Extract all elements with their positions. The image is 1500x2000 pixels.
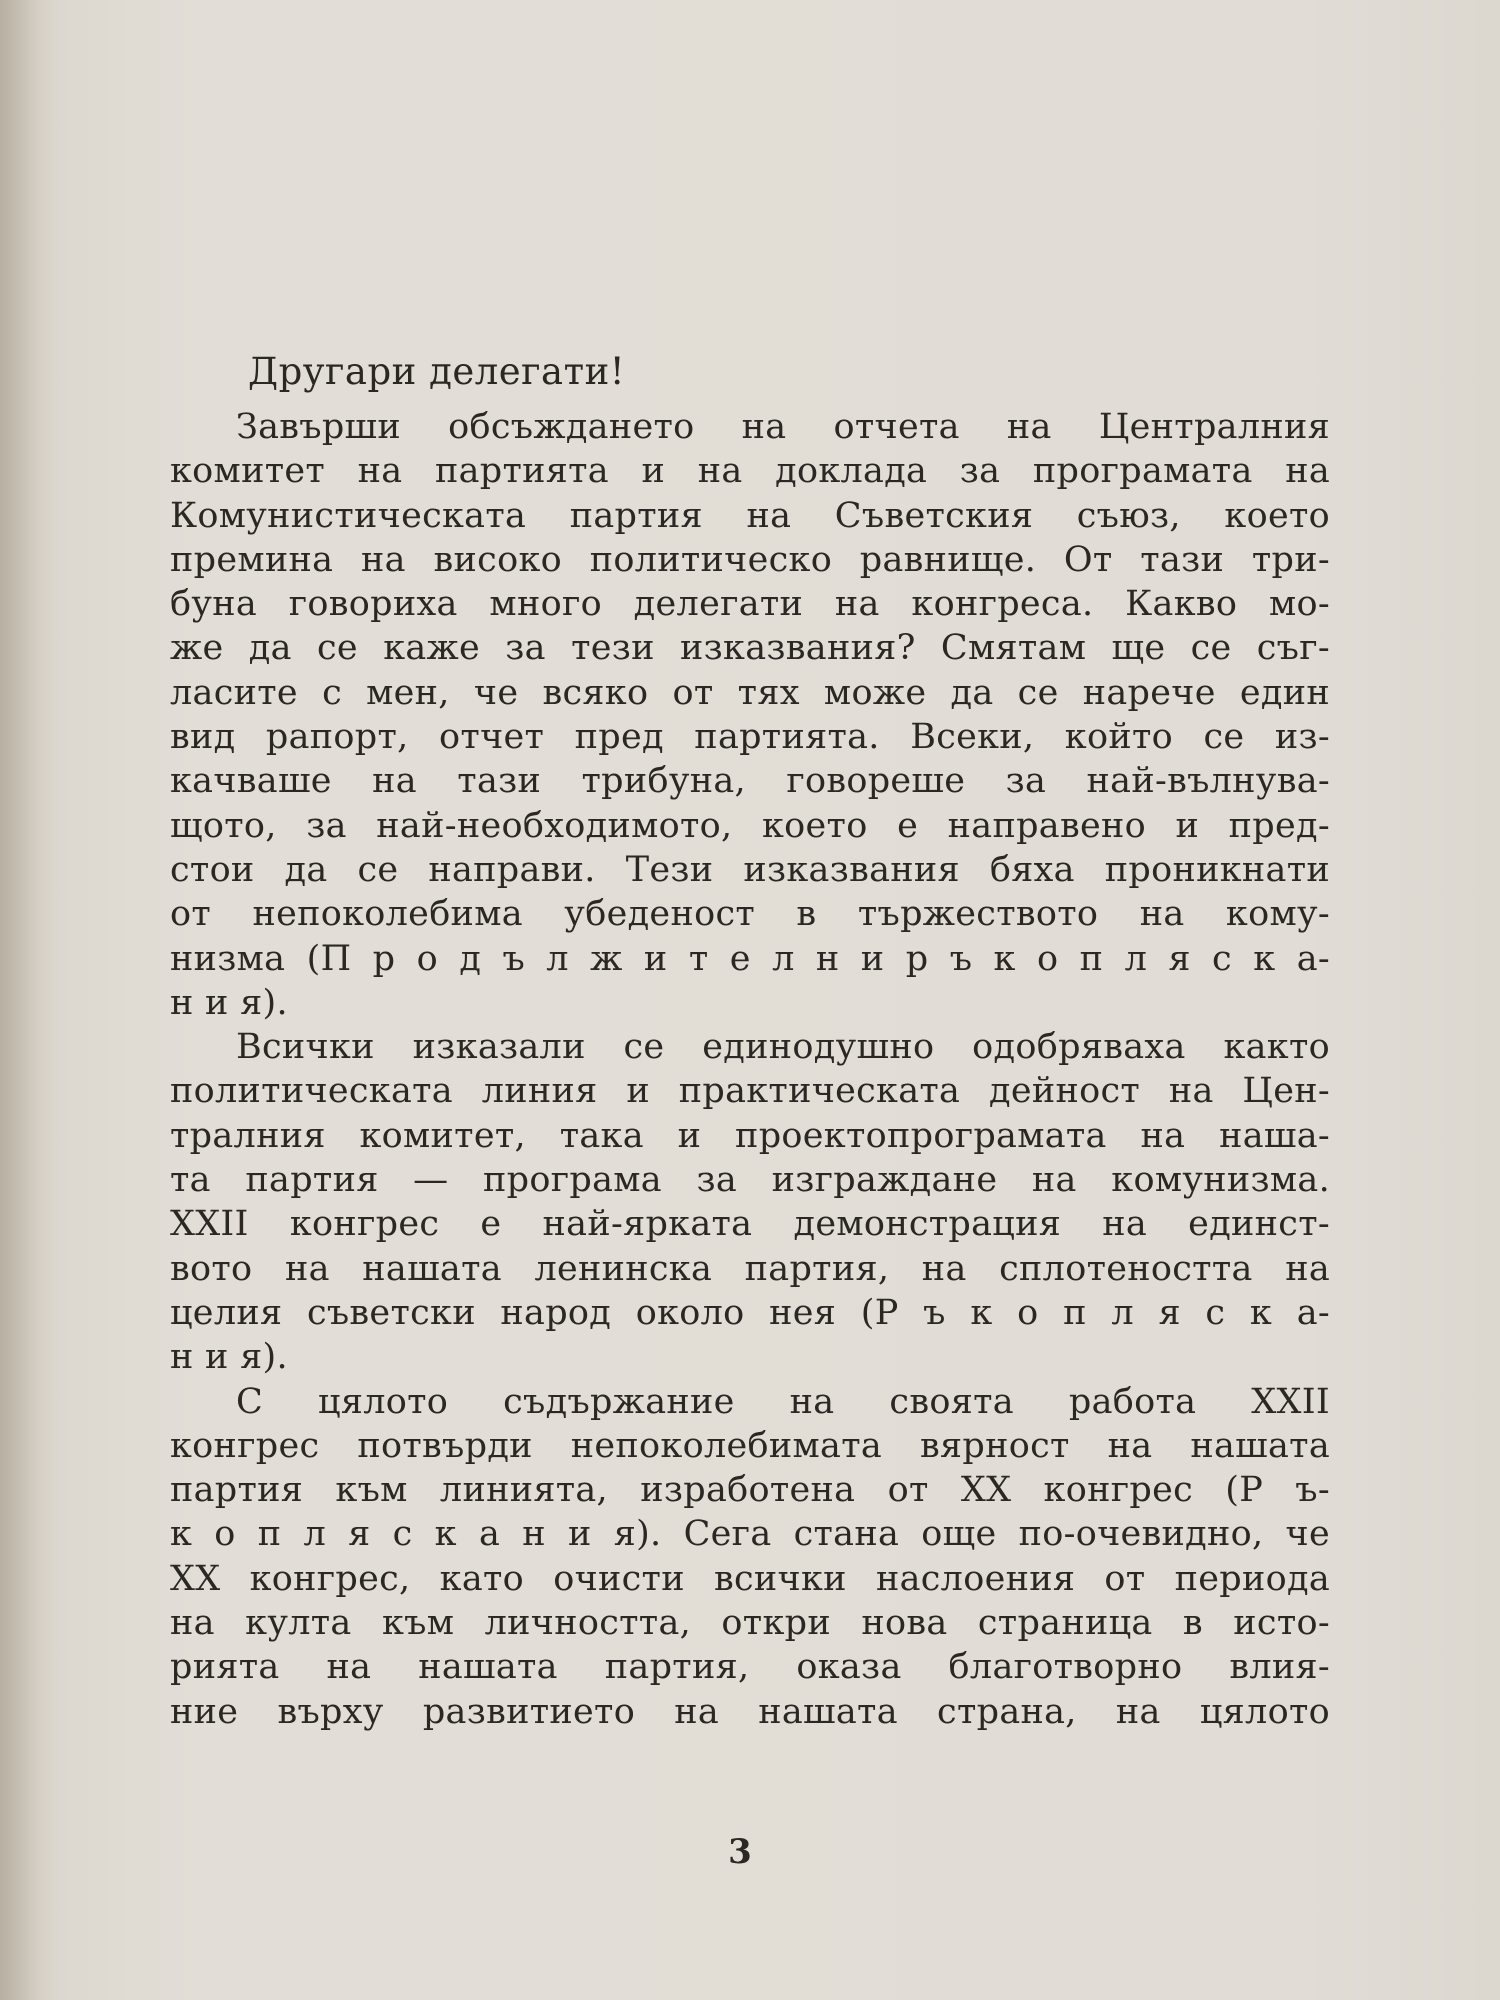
text-line: С цялото съдържание на своята работа XXII <box>236 1381 1330 1422</box>
text-line: щото, за най-необходимото, което е направено и пред- <box>170 805 1330 846</box>
page-number: 3 <box>728 1832 752 1872</box>
body-text <box>170 405 1330 1734</box>
text-line: же да се каже за тези изказвания? Смятам ще се съг- <box>170 628 1330 669</box>
text-line: рията на нашата партия, оказа благотворно влия- <box>170 1647 1330 1688</box>
text-line: Завърши обсъждането на отчета на Централния <box>236 407 1330 447</box>
text-line: буна говориха много делегати на конгреса. Какво мо- <box>170 584 1330 625</box>
salutation-heading: Другари делегати! <box>248 350 626 393</box>
text-line: премина на високо политическо равнище. От тази три- <box>170 539 1330 580</box>
text-line: конгрес потвърди непоколебимата вярност на нашата <box>170 1425 1330 1466</box>
text-line: н и я). <box>170 1337 288 1378</box>
text-line: комитет на партията и на доклада за програмата на <box>170 451 1330 492</box>
binding-shadow <box>0 0 40 2000</box>
text-line: политическата линия и практическата дейност на Цен- <box>170 1071 1330 1112</box>
text-line: Комунистическата партия на Съветския съюз, което <box>170 495 1330 536</box>
paragraph-1 <box>170 405 1330 1025</box>
text-line: тралния комитет, така и проектопрограмата на наша- <box>170 1115 1330 1156</box>
text-line: стои да се направи. Тези изказвания бяха проникнати <box>170 849 1330 890</box>
text-line: н и я). <box>170 982 288 1023</box>
text-line: XX конгрес, като очисти всички наслоения от периода <box>170 1558 1330 1599</box>
text-line: от непоколебима убеденост в тържеството на кому- <box>170 894 1330 935</box>
text-line: целия съветски народ около нея (Р ъ к о п л я с к а- <box>170 1292 1330 1333</box>
text-line: XXII конгрес е най-ярката демонстрация на единст- <box>170 1204 1330 1245</box>
text-line: на култа към личността, откри нова страница в исто- <box>170 1603 1330 1644</box>
text-line: партия към линията, изработена от XX конгрес (Р ъ- <box>170 1470 1330 1511</box>
text-line: вото на нашата ленинска партия, на сплотеността на <box>170 1248 1330 1289</box>
text-line: к о п л я с к а н и я). Сега стана още по-очевидно, че <box>170 1514 1330 1555</box>
text-line: качваше на тази трибуна, говореше за най-вълнува- <box>170 761 1330 802</box>
text-line: низма (П р о д ъ л ж и т е л н и р ъ к о п л я с к а- <box>170 938 1330 979</box>
text-line: Всички изказали се единодушно одобряваха както <box>236 1027 1330 1068</box>
text-line: ласите с мен, че всяко от тях може да се нарече един <box>170 672 1330 713</box>
text-line: та партия — програма за изграждане на комунизма. <box>170 1160 1330 1201</box>
paragraph-3 <box>170 1380 1330 1734</box>
text-line: ние върху развитието на нашата страна, на цялото <box>170 1691 1330 1732</box>
paragraph-2 <box>170 1025 1330 1379</box>
text-line: вид рапорт, отчет пред партията. Всеки, който се из- <box>170 717 1330 758</box>
